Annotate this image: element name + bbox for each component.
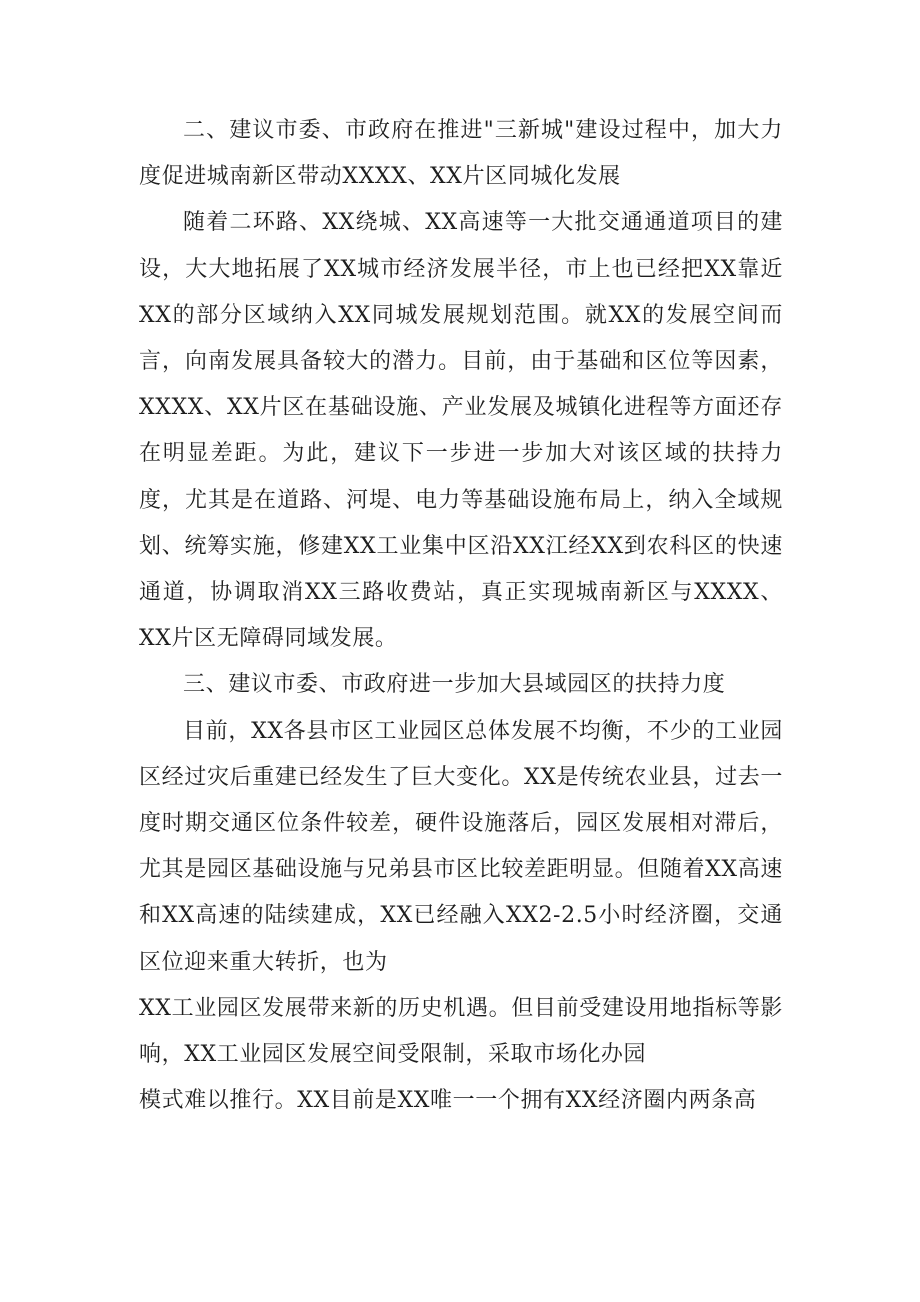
body-paragraph-3: XX工业园区发展带来新的历史机遇。但目前受建设用地指标等影响，XX工业园区发展空间受限制，采取市场化办园 bbox=[139, 995, 783, 1068]
section-heading-2: 二、建议市委、市政府在推进"三新城"建设过程中，加大力度促进城南新区带动XXXX、XX片区同城化发展 bbox=[139, 118, 783, 190]
body-paragraph-2: 目前，XX各县市区工业园区总体发展不均衡，不少的工业园区经过灾后重建已经发生了巨大变化。XX是传统农业县，过去一度时期交通区位条件较差，硬件设施落后，园区发展相对滞后，尤其是园区基础设施与兄弟县市区比较差距明显。但随着XX高速和XX高速的陆续建成，XX已经融入XX2-2.5小时经济圈，交通区位迎来重大转折，也为 bbox=[139, 718, 783, 975]
section-heading-3: 三、建议市委、市政府进一步加大县域园区的扶持力度 bbox=[183, 672, 726, 698]
document-body bbox=[139, 108, 783, 1124]
body-paragraph-1: 随着二环路、XX绕城、XX高速等一大批交通通道项目的建设，大大地拓展了XX城市经济发展半径，市上也已经把XX靠近XX的部分区域纳入XX同城发展规划范围。就XX的发展空间而言，向南发展具备较大的潜力。目前，由于基础和区位等因素，XXXX、XX片区在基础设施、产业发展及城镇化进程等方面还存在明显差距。为此，建议下一步进一步加大对该区域的扶持力度，尤其是在道路、河堤、电力等基础设施布局上，纳入全域规划、统筹实施，修建XX工业集中区沿XX江经XX到农科区的快速通道，协调取消XX三路收费站，真正实现城南新区与XXXX、XX片区无障碍同域发展。 bbox=[139, 210, 783, 652]
body-paragraph-4: 模式难以推行。XX目前是XX唯一一个拥有XX经济圈内两条高 bbox=[139, 1088, 757, 1114]
